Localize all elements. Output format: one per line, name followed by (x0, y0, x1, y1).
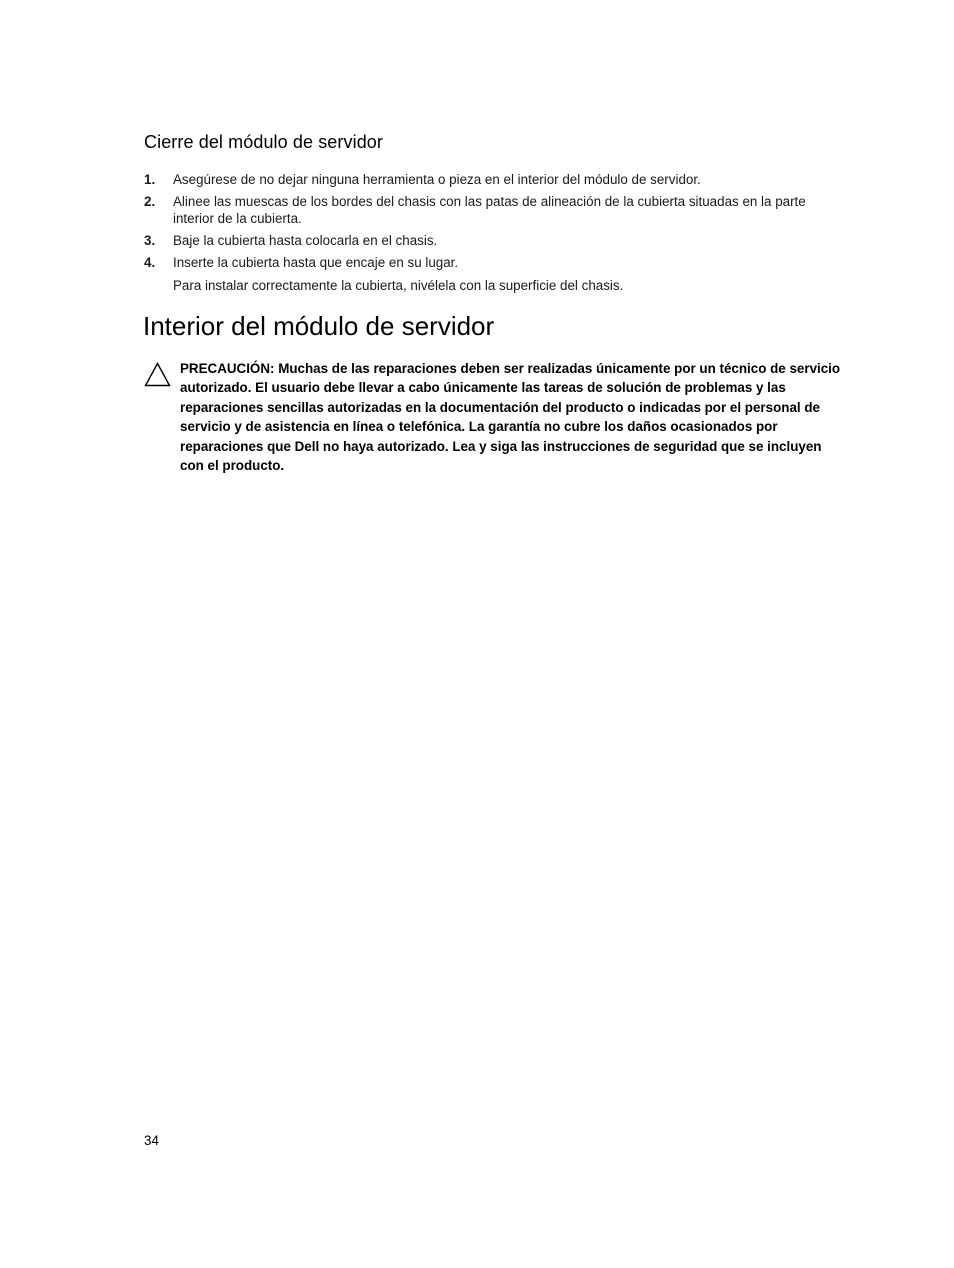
list-item (144, 171, 834, 188)
list-item (144, 254, 834, 294)
warning-triangle-icon (144, 362, 171, 387)
step-text: Baje la cubierta hasta colocarla en el chasis. (173, 233, 438, 248)
step-number: 3. (144, 233, 156, 248)
steps-list (144, 171, 834, 299)
step-text: Inserte la cubierta hasta que encaje en su lugar. (173, 255, 459, 270)
step-note: Para instalar correctamente la cubierta, nivélela con la superficie del chasis. (173, 278, 624, 293)
step-number: 4. (144, 255, 156, 270)
page-number: 34 (144, 1133, 159, 1148)
step-text: Alinee las muescas de los bordes del chasis con las patas de alineación de la cubierta situadas en la parte interior de la cubierta. (173, 194, 806, 226)
caution-text: PRECAUCIÓN: Muchas de las reparaciones deben ser realizadas únicamente por un técnico de servicio autorizado. El usuario debe llevar a cabo únicamente las tareas de solución de problemas y las reparaciones sencillas autorizadas en la documentación del producto o indicadas por el personal de servicio y de asistencia en línea o telefónica. La garantía no cubre los daños ocasionados por reparaciones que Dell no haya autorizado. Lea y siga las instrucciones de seguridad que se incluyen con el producto. (180, 361, 841, 474)
section-heading: Cierre del módulo de servidor (144, 132, 384, 152)
list-item (144, 232, 834, 249)
step-number: 1. (144, 172, 156, 187)
list-item (144, 193, 834, 227)
caution-notice (144, 359, 844, 475)
step-text: Asegúrese de no dejar ninguna herramienta o pieza en el interior del módulo de servidor. (173, 172, 701, 187)
main-heading: Interior del módulo de servidor (143, 311, 495, 341)
step-number: 2. (144, 194, 156, 209)
